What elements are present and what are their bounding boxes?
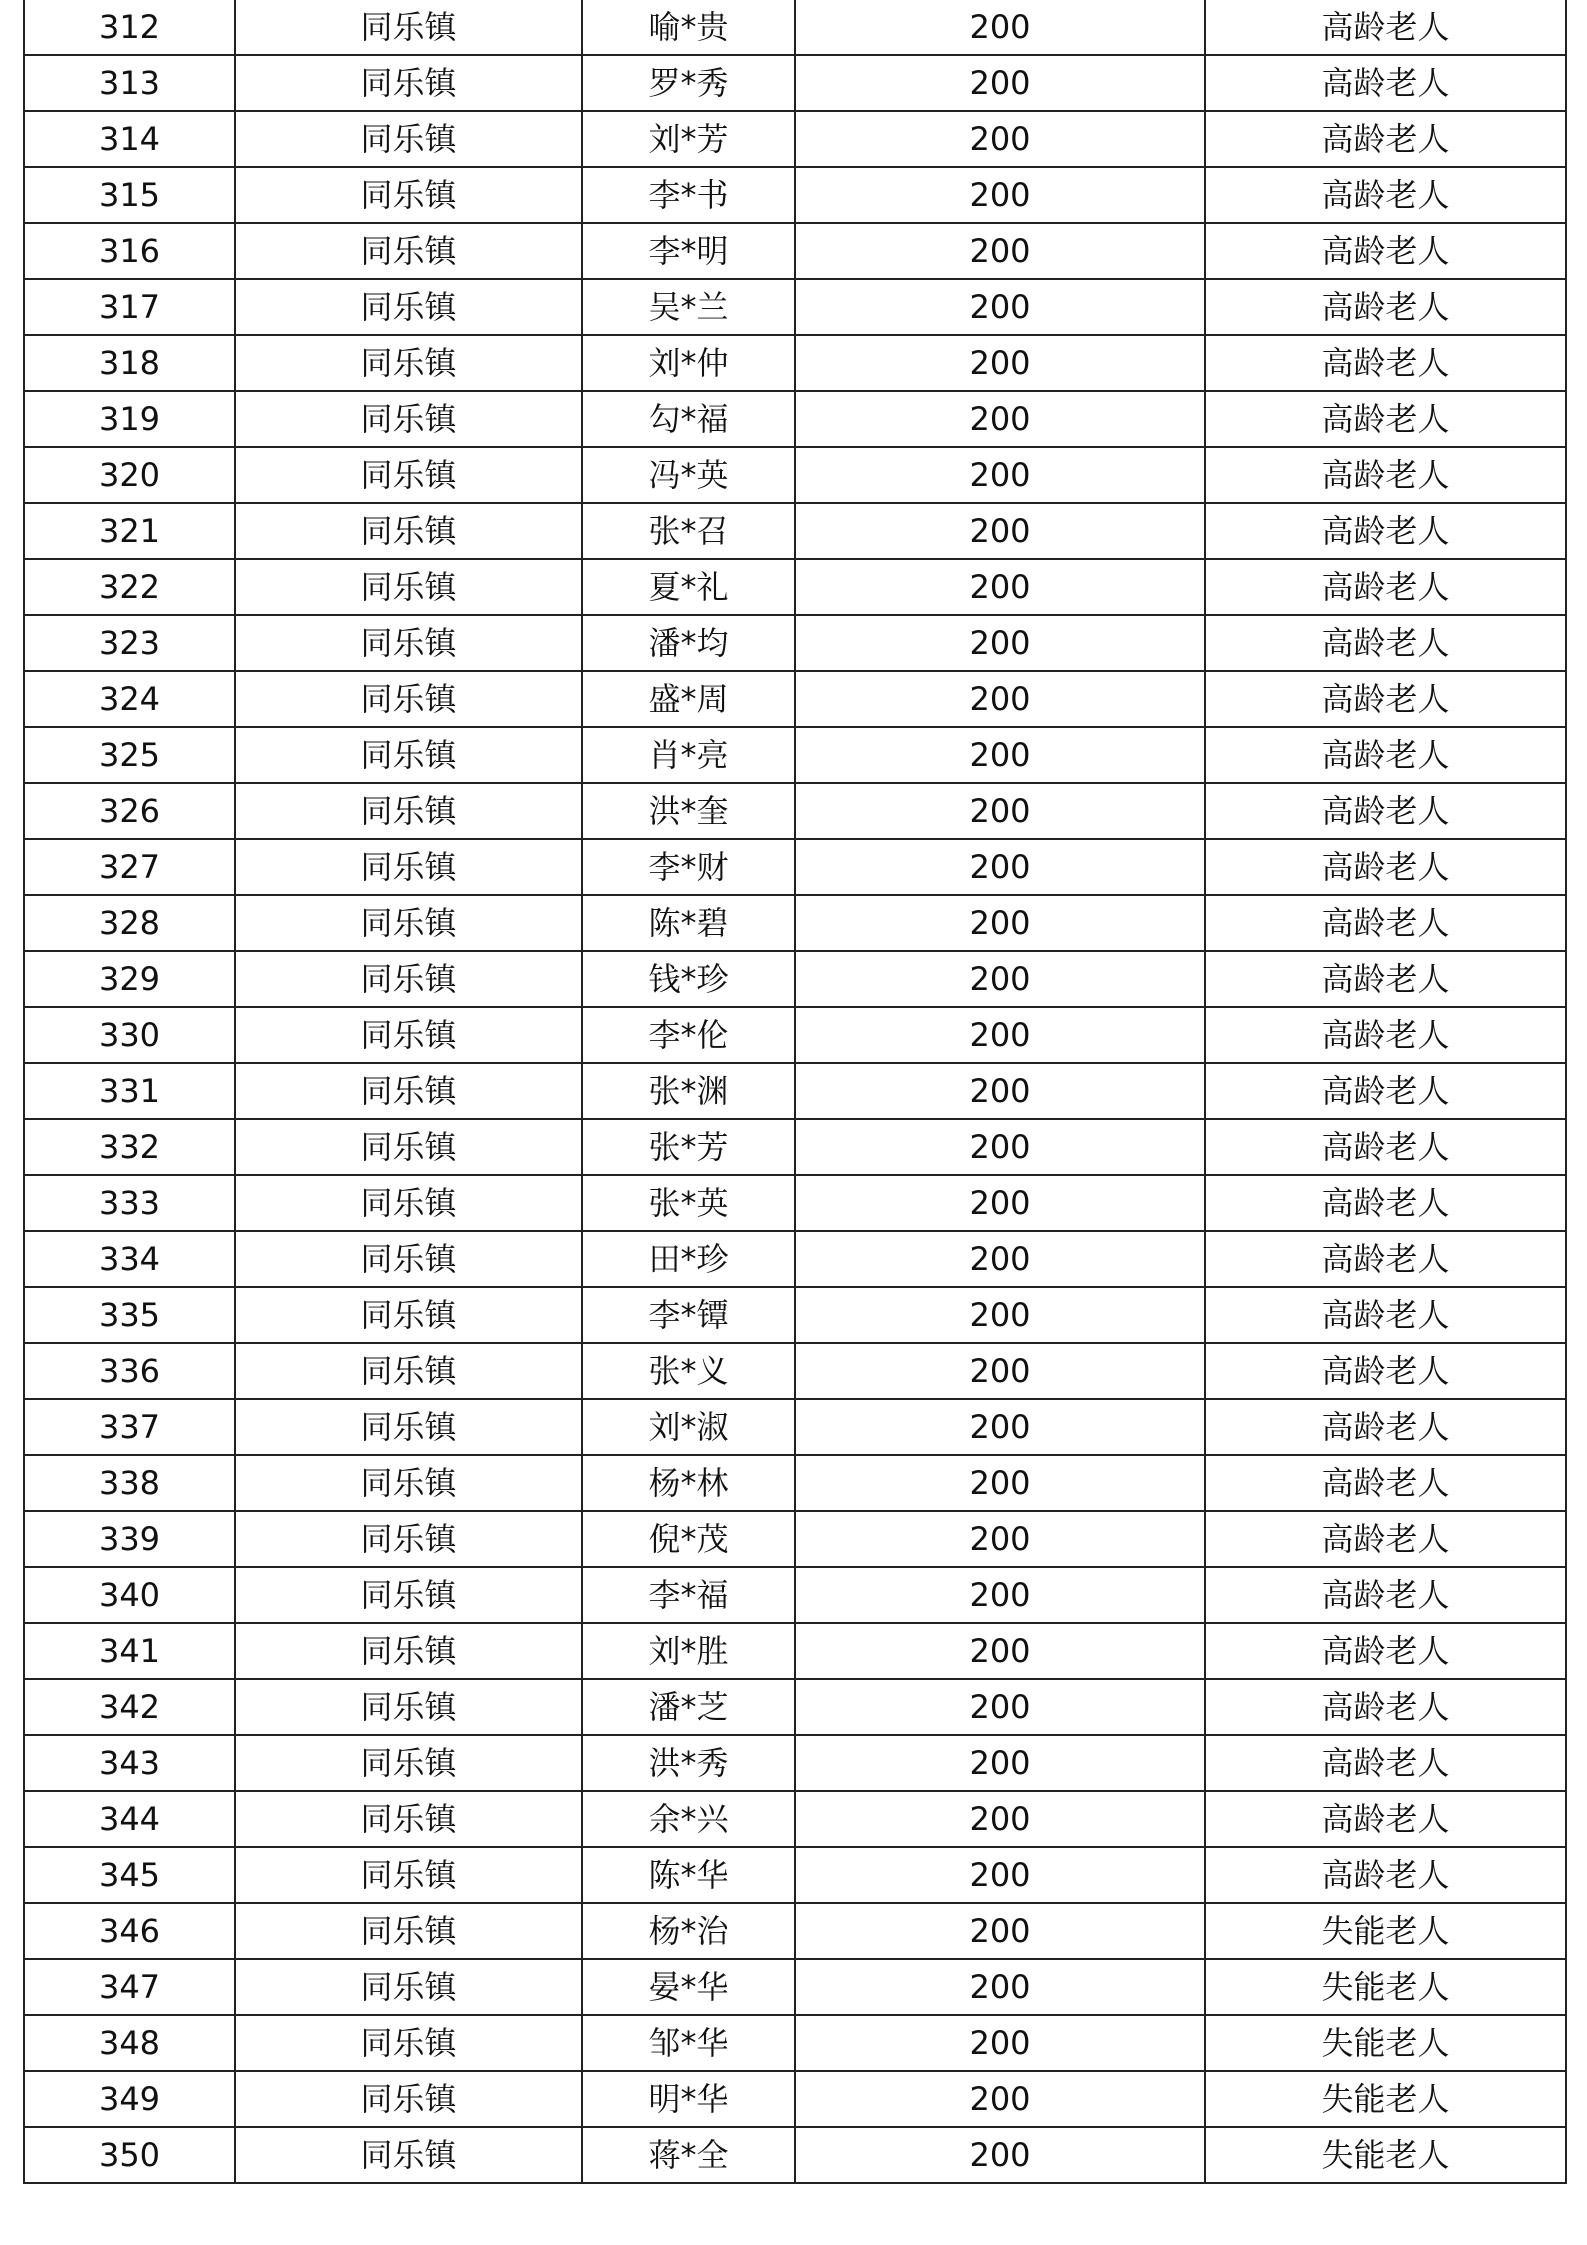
table-body [24, 0, 1566, 2183]
category-cell: 失能老人 [1205, 1959, 1566, 2015]
category-cell: 高龄老人 [1205, 1399, 1566, 1455]
table-row [24, 167, 1566, 223]
amount-cell: 200 [795, 503, 1205, 559]
amount-cell: 200 [795, 895, 1205, 951]
category-cell: 高龄老人 [1205, 55, 1566, 111]
name-cell: 余*兴 [582, 1791, 795, 1847]
row-number: 341 [24, 1623, 235, 1679]
table-row [24, 839, 1566, 895]
amount-cell: 200 [795, 1959, 1205, 2015]
category-cell: 高龄老人 [1205, 279, 1566, 335]
row-number: 325 [24, 727, 235, 783]
row-number: 332 [24, 1119, 235, 1175]
amount-cell: 200 [795, 2071, 1205, 2127]
row-number: 331 [24, 1063, 235, 1119]
town-cell: 同乐镇 [235, 1735, 582, 1791]
table-row [24, 2071, 1566, 2127]
category-cell: 高龄老人 [1205, 727, 1566, 783]
name-cell: 张*义 [582, 1343, 795, 1399]
row-number: 342 [24, 1679, 235, 1735]
town-cell: 同乐镇 [235, 2015, 582, 2071]
town-cell: 同乐镇 [235, 223, 582, 279]
row-number: 334 [24, 1231, 235, 1287]
amount-cell: 200 [795, 1119, 1205, 1175]
town-cell: 同乐镇 [235, 1399, 582, 1455]
name-cell: 刘*仲 [582, 335, 795, 391]
row-number: 323 [24, 615, 235, 671]
amount-cell: 200 [795, 391, 1205, 447]
category-cell: 高龄老人 [1205, 447, 1566, 503]
town-cell: 同乐镇 [235, 895, 582, 951]
category-cell: 高龄老人 [1205, 559, 1566, 615]
row-number: 335 [24, 1287, 235, 1343]
category-cell: 高龄老人 [1205, 1455, 1566, 1511]
table-row [24, 783, 1566, 839]
table-row [24, 1567, 1566, 1623]
town-cell: 同乐镇 [235, 1959, 582, 2015]
name-cell: 邹*华 [582, 2015, 795, 2071]
town-cell: 同乐镇 [235, 951, 582, 1007]
category-cell: 失能老人 [1205, 1903, 1566, 1959]
amount-cell: 200 [795, 2127, 1205, 2183]
row-number: 324 [24, 671, 235, 727]
category-cell: 高龄老人 [1205, 615, 1566, 671]
table-row [24, 1343, 1566, 1399]
amount-cell: 200 [795, 1735, 1205, 1791]
table-row [24, 1623, 1566, 1679]
category-cell: 高龄老人 [1205, 391, 1566, 447]
table-row [24, 2015, 1566, 2071]
table-row [24, 1231, 1566, 1287]
table-row [24, 1903, 1566, 1959]
row-number: 345 [24, 1847, 235, 1903]
category-cell: 高龄老人 [1205, 111, 1566, 167]
row-number: 321 [24, 503, 235, 559]
name-cell: 吴*兰 [582, 279, 795, 335]
town-cell: 同乐镇 [235, 391, 582, 447]
town-cell: 同乐镇 [235, 111, 582, 167]
category-cell: 高龄老人 [1205, 1287, 1566, 1343]
name-cell: 盛*周 [582, 671, 795, 727]
name-cell: 潘*芝 [582, 1679, 795, 1735]
row-number: 326 [24, 783, 235, 839]
row-number: 337 [24, 1399, 235, 1455]
category-cell: 高龄老人 [1205, 1847, 1566, 1903]
amount-cell: 200 [795, 1679, 1205, 1735]
name-cell: 洪*奎 [582, 783, 795, 839]
amount-cell: 200 [795, 671, 1205, 727]
town-cell: 同乐镇 [235, 1231, 582, 1287]
amount-cell: 200 [795, 727, 1205, 783]
town-cell: 同乐镇 [235, 1287, 582, 1343]
row-number: 350 [24, 2127, 235, 2183]
amount-cell: 200 [795, 0, 1205, 55]
amount-cell: 200 [795, 559, 1205, 615]
name-cell: 田*珍 [582, 1231, 795, 1287]
name-cell: 冯*英 [582, 447, 795, 503]
amount-cell: 200 [795, 1847, 1205, 1903]
row-number: 349 [24, 2071, 235, 2127]
amount-cell: 200 [795, 1287, 1205, 1343]
amount-cell: 200 [795, 615, 1205, 671]
town-cell: 同乐镇 [235, 1119, 582, 1175]
name-cell: 刘*淑 [582, 1399, 795, 1455]
table-row [24, 727, 1566, 783]
row-number: 318 [24, 335, 235, 391]
amount-cell: 200 [795, 1007, 1205, 1063]
category-cell: 高龄老人 [1205, 1343, 1566, 1399]
amount-cell: 200 [795, 783, 1205, 839]
category-cell: 高龄老人 [1205, 223, 1566, 279]
table-row [24, 671, 1566, 727]
row-number: 329 [24, 951, 235, 1007]
town-cell: 同乐镇 [235, 335, 582, 391]
name-cell: 李*伦 [582, 1007, 795, 1063]
row-number: 314 [24, 111, 235, 167]
name-cell: 张*召 [582, 503, 795, 559]
amount-cell: 200 [795, 2015, 1205, 2071]
name-cell: 李*镡 [582, 1287, 795, 1343]
category-cell: 失能老人 [1205, 2071, 1566, 2127]
town-cell: 同乐镇 [235, 783, 582, 839]
table-row [24, 1847, 1566, 1903]
category-cell: 高龄老人 [1205, 1007, 1566, 1063]
amount-cell: 200 [795, 167, 1205, 223]
amount-cell: 200 [795, 1511, 1205, 1567]
row-number: 313 [24, 55, 235, 111]
table-row [24, 1287, 1566, 1343]
amount-cell: 200 [795, 1063, 1205, 1119]
name-cell: 蒋*全 [582, 2127, 795, 2183]
amount-cell: 200 [795, 839, 1205, 895]
town-cell: 同乐镇 [235, 167, 582, 223]
town-cell: 同乐镇 [235, 503, 582, 559]
amount-cell: 200 [795, 55, 1205, 111]
table-row [24, 1791, 1566, 1847]
category-cell: 高龄老人 [1205, 167, 1566, 223]
table-row [24, 111, 1566, 167]
town-cell: 同乐镇 [235, 1679, 582, 1735]
town-cell: 同乐镇 [235, 2071, 582, 2127]
amount-cell: 200 [795, 1175, 1205, 1231]
category-cell: 失能老人 [1205, 2015, 1566, 2071]
table-row [24, 1175, 1566, 1231]
row-number: 320 [24, 447, 235, 503]
name-cell: 明*华 [582, 2071, 795, 2127]
name-cell: 喻*贵 [582, 0, 795, 55]
category-cell: 高龄老人 [1205, 783, 1566, 839]
amount-cell: 200 [795, 1399, 1205, 1455]
name-cell: 张*渊 [582, 1063, 795, 1119]
name-cell: 李*福 [582, 1567, 795, 1623]
table-row [24, 447, 1566, 503]
row-number: 330 [24, 1007, 235, 1063]
category-cell: 高龄老人 [1205, 1063, 1566, 1119]
row-number: 315 [24, 167, 235, 223]
row-number: 312 [24, 0, 235, 55]
table-row [24, 1455, 1566, 1511]
category-cell: 高龄老人 [1205, 1735, 1566, 1791]
table-row [24, 223, 1566, 279]
name-cell: 陈*碧 [582, 895, 795, 951]
category-cell: 高龄老人 [1205, 895, 1566, 951]
town-cell: 同乐镇 [235, 1455, 582, 1511]
name-cell: 刘*胜 [582, 1623, 795, 1679]
amount-cell: 200 [795, 951, 1205, 1007]
name-cell: 勾*福 [582, 391, 795, 447]
category-cell: 高龄老人 [1205, 671, 1566, 727]
amount-cell: 200 [795, 1623, 1205, 1679]
subsidy-table [23, 0, 1567, 2184]
row-number: 316 [24, 223, 235, 279]
town-cell: 同乐镇 [235, 615, 582, 671]
name-cell: 李*财 [582, 839, 795, 895]
town-cell: 同乐镇 [235, 2127, 582, 2183]
category-cell: 高龄老人 [1205, 1119, 1566, 1175]
row-number: 346 [24, 1903, 235, 1959]
row-number: 317 [24, 279, 235, 335]
table-row [24, 335, 1566, 391]
row-number: 328 [24, 895, 235, 951]
row-number: 327 [24, 839, 235, 895]
amount-cell: 200 [795, 223, 1205, 279]
town-cell: 同乐镇 [235, 447, 582, 503]
amount-cell: 200 [795, 1567, 1205, 1623]
name-cell: 钱*珍 [582, 951, 795, 1007]
table-row [24, 951, 1566, 1007]
table-row [24, 1959, 1566, 2015]
row-number: 319 [24, 391, 235, 447]
table-row [24, 2127, 1566, 2183]
row-number: 336 [24, 1343, 235, 1399]
town-cell: 同乐镇 [235, 727, 582, 783]
town-cell: 同乐镇 [235, 1567, 582, 1623]
table-row [24, 1119, 1566, 1175]
amount-cell: 200 [795, 1343, 1205, 1399]
row-number: 339 [24, 1511, 235, 1567]
name-cell: 倪*茂 [582, 1511, 795, 1567]
amount-cell: 200 [795, 1455, 1205, 1511]
row-number: 343 [24, 1735, 235, 1791]
name-cell: 罗*秀 [582, 55, 795, 111]
town-cell: 同乐镇 [235, 1175, 582, 1231]
name-cell: 陈*华 [582, 1847, 795, 1903]
table-row [24, 615, 1566, 671]
category-cell: 高龄老人 [1205, 1511, 1566, 1567]
table-row [24, 279, 1566, 335]
town-cell: 同乐镇 [235, 279, 582, 335]
name-cell: 张*芳 [582, 1119, 795, 1175]
amount-cell: 200 [795, 1903, 1205, 1959]
town-cell: 同乐镇 [235, 559, 582, 615]
table-row [24, 1511, 1566, 1567]
name-cell: 刘*芳 [582, 111, 795, 167]
name-cell: 洪*秀 [582, 1735, 795, 1791]
category-cell: 高龄老人 [1205, 839, 1566, 895]
name-cell: 夏*礼 [582, 559, 795, 615]
table-row [24, 559, 1566, 615]
town-cell: 同乐镇 [235, 1063, 582, 1119]
town-cell: 同乐镇 [235, 839, 582, 895]
town-cell: 同乐镇 [235, 1623, 582, 1679]
name-cell: 李*明 [582, 223, 795, 279]
name-cell: 张*英 [582, 1175, 795, 1231]
table-row [24, 1007, 1566, 1063]
name-cell: 杨*治 [582, 1903, 795, 1959]
town-cell: 同乐镇 [235, 1007, 582, 1063]
table-row [24, 1679, 1566, 1735]
town-cell: 同乐镇 [235, 55, 582, 111]
amount-cell: 200 [795, 1791, 1205, 1847]
row-number: 347 [24, 1959, 235, 2015]
row-number: 340 [24, 1567, 235, 1623]
name-cell: 李*书 [582, 167, 795, 223]
amount-cell: 200 [795, 279, 1205, 335]
category-cell: 高龄老人 [1205, 951, 1566, 1007]
town-cell: 同乐镇 [235, 671, 582, 727]
table-row [24, 0, 1566, 55]
category-cell: 高龄老人 [1205, 1567, 1566, 1623]
category-cell: 失能老人 [1205, 2127, 1566, 2183]
town-cell: 同乐镇 [235, 1847, 582, 1903]
amount-cell: 200 [795, 447, 1205, 503]
category-cell: 高龄老人 [1205, 1791, 1566, 1847]
table-row [24, 55, 1566, 111]
row-number: 344 [24, 1791, 235, 1847]
name-cell: 杨*林 [582, 1455, 795, 1511]
table-row [24, 1399, 1566, 1455]
row-number: 338 [24, 1455, 235, 1511]
category-cell: 高龄老人 [1205, 1623, 1566, 1679]
amount-cell: 200 [795, 335, 1205, 391]
town-cell: 同乐镇 [235, 0, 582, 55]
category-cell: 高龄老人 [1205, 335, 1566, 391]
table-row [24, 895, 1566, 951]
table-row [24, 503, 1566, 559]
town-cell: 同乐镇 [235, 1343, 582, 1399]
table-row [24, 1735, 1566, 1791]
category-cell: 高龄老人 [1205, 1231, 1566, 1287]
town-cell: 同乐镇 [235, 1903, 582, 1959]
row-number: 348 [24, 2015, 235, 2071]
name-cell: 晏*华 [582, 1959, 795, 2015]
category-cell: 高龄老人 [1205, 1175, 1566, 1231]
category-cell: 高龄老人 [1205, 1679, 1566, 1735]
table-row [24, 1063, 1566, 1119]
table-row [24, 391, 1566, 447]
name-cell: 肖*亮 [582, 727, 795, 783]
category-cell: 高龄老人 [1205, 503, 1566, 559]
amount-cell: 200 [795, 1231, 1205, 1287]
category-cell: 高龄老人 [1205, 0, 1566, 55]
row-number: 322 [24, 559, 235, 615]
amount-cell: 200 [795, 111, 1205, 167]
town-cell: 同乐镇 [235, 1511, 582, 1567]
town-cell: 同乐镇 [235, 1791, 582, 1847]
row-number: 333 [24, 1175, 235, 1231]
document-page [23, 0, 1565, 2184]
name-cell: 潘*均 [582, 615, 795, 671]
